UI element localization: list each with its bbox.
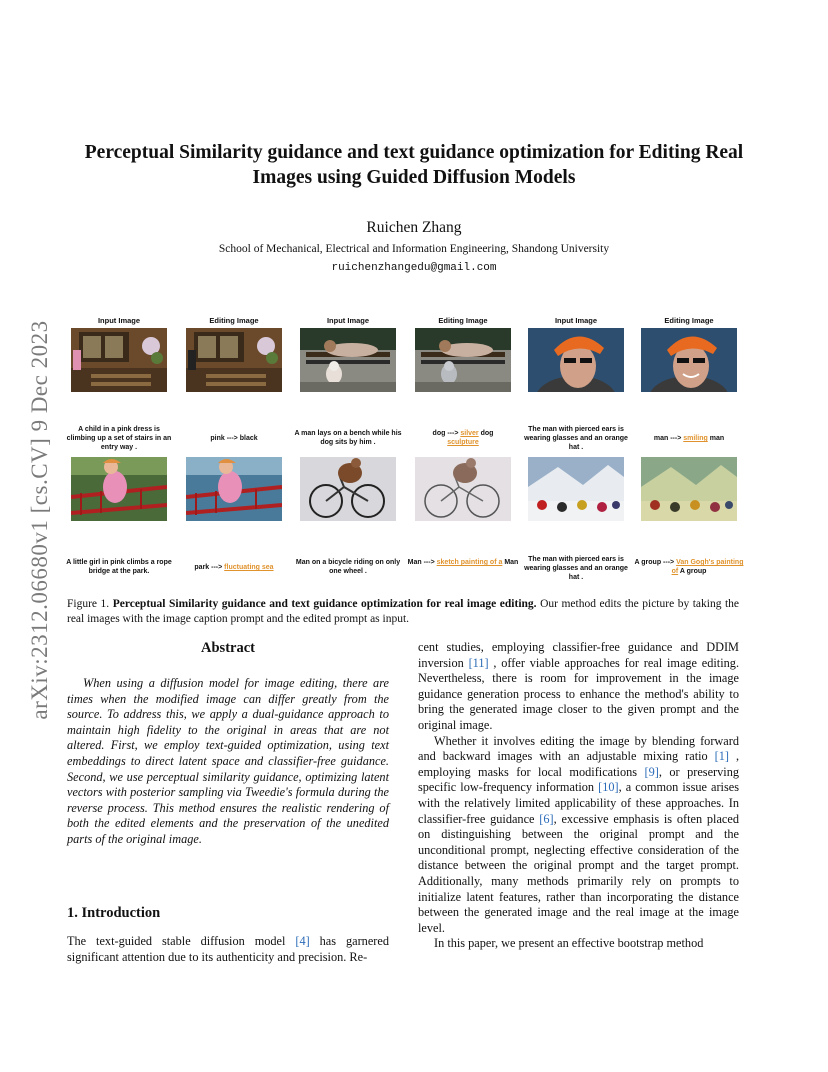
caption-r1-c5: The man with pierced ears is wearing glasses and an orange hat .: [524, 426, 628, 451]
photo-group-snow-input: [528, 457, 624, 521]
caption-r1-c3: A man lays on a bench while his dog sits by him .: [294, 430, 402, 446]
fig-header-4: Editing Image: [438, 316, 488, 325]
photo-man-hat-edited: [641, 328, 737, 392]
fig-header-3: Input Image: [326, 316, 370, 325]
abstract-body: When using a diffusion model for image editing, there are times when the modified image can differ greatly from the source. To address this, we apply a dual-guidance approach to maintain high fidelity to the original in areas that are not altered. First, we employ text-guided optimization, using text embeddings to direct latent space and classifier-free guidance. Second, we use perceptual similarity guidance, optimizing latent vectors with posterior sampling via Tweedie's formula during the reverse process. This method ensures the realistic rendering of both the edited elements and the preservation of the unedited parts of the original image.: [67, 676, 389, 846]
photo-girl-bridge-edited: [186, 457, 282, 521]
caption-r1-c2: pink ---> black: [210, 435, 258, 442]
caption-r1-c6: man ---> smiling man: [653, 435, 725, 442]
right-column-body: cent studies, employing classifier-free guidance and DDIM inversion [11] , offer viable approaches for real image editing. Nevertheless, there is room for improvement in the image guidance generation process to enhance the method's ability to bring the generated image closer to the given prompt and the original image. Whether it involves editing the image by blending forward and backward images with an adjustable mixing ratio [1] , employing masks for local modifications [9], or preserving specific low-frequency information [10], a common issue arises with the relatively limited applicability of these approaches. In classifier-free guidance [6], excessive emphasis is often placed on distinguishing between the original prompt and the unconditional prompt, neglecting effective consideration of the distance between the original prompt and the target prompt. Additionally, many methods primarily rely on prompts to initialize latent features, rather than incorporating the distance between the generated image and the real image at the image level. In this paper, we present an effective bootstrap method: [418, 640, 740, 951]
fig-header-2: Editing Image: [209, 316, 259, 325]
caption-r2-c4: Man ---> sketch painting of a Man: [407, 559, 519, 566]
caption-r2-c6: A group ---> Van Gogh's painting of A group: [634, 559, 744, 575]
photo-child-stairs-edited: [186, 328, 282, 392]
photo-group-snow-edited: [641, 457, 737, 521]
paper-title: Perceptual Similarity guidance and text guidance optimization for Editing Real Images using Guided Diffusion Models: [84, 142, 744, 188]
photo-man-bench-edited: [415, 328, 511, 392]
photo-man-bench-input: [300, 328, 396, 392]
figure-caption: Figure 1. Perceptual Similarity guidance and text guidance optimization for real image editing. Our method edits the picture by taking the real images with the image caption prompt and the edited prompt as input.: [67, 598, 740, 625]
photo-bicycle-edited: [415, 457, 511, 521]
caption-r2-c2: park ---> fluctuating sea: [194, 564, 274, 571]
caption-r2-c1: A little girl in pink climbs a rope bridge at the park.: [66, 559, 172, 575]
intro-heading: 1. Introduction: [67, 905, 161, 921]
photo-bicycle-input: [300, 457, 396, 521]
author-email: ruichenzhangedu@gmail.com: [331, 262, 497, 274]
fig-header-1: Input Image: [97, 316, 141, 325]
fig-header-6: Editing Image: [664, 316, 714, 325]
caption-r2-c5: The man with pierced ears is wearing glasses and an orange hat .: [524, 556, 628, 581]
photo-girl-bridge-input: [71, 457, 167, 521]
author-affiliation: School of Mechanical, Electrical and Information Engineering, Shandong University: [218, 243, 610, 255]
fig-header-5: Input Image: [554, 316, 598, 325]
arxiv-sidebar: [20, 290, 60, 750]
caption-r1-c1: A child in a pink dress is climbing up a set of stairs in an entry way .: [66, 426, 172, 451]
abstract-heading: Abstract: [201, 640, 255, 656]
author-name: Ruichen Zhang: [366, 219, 462, 236]
caption-r1-c4: dog ---> silver dog sculpture: [432, 430, 494, 446]
caption-r2-c3: Man on a bicycle riding on only one wheel .: [295, 559, 401, 575]
intro-body: The text-guided stable diffusion model [4] has garnered significant attention due to its authenticity and precision. Re-: [67, 934, 389, 964]
photo-man-hat-input: [528, 328, 624, 392]
photo-child-stairs-input: [71, 328, 167, 392]
arxiv-id: arXiv:2312.06680v1 [cs.CV] 9 Dec 2023: [27, 320, 52, 720]
